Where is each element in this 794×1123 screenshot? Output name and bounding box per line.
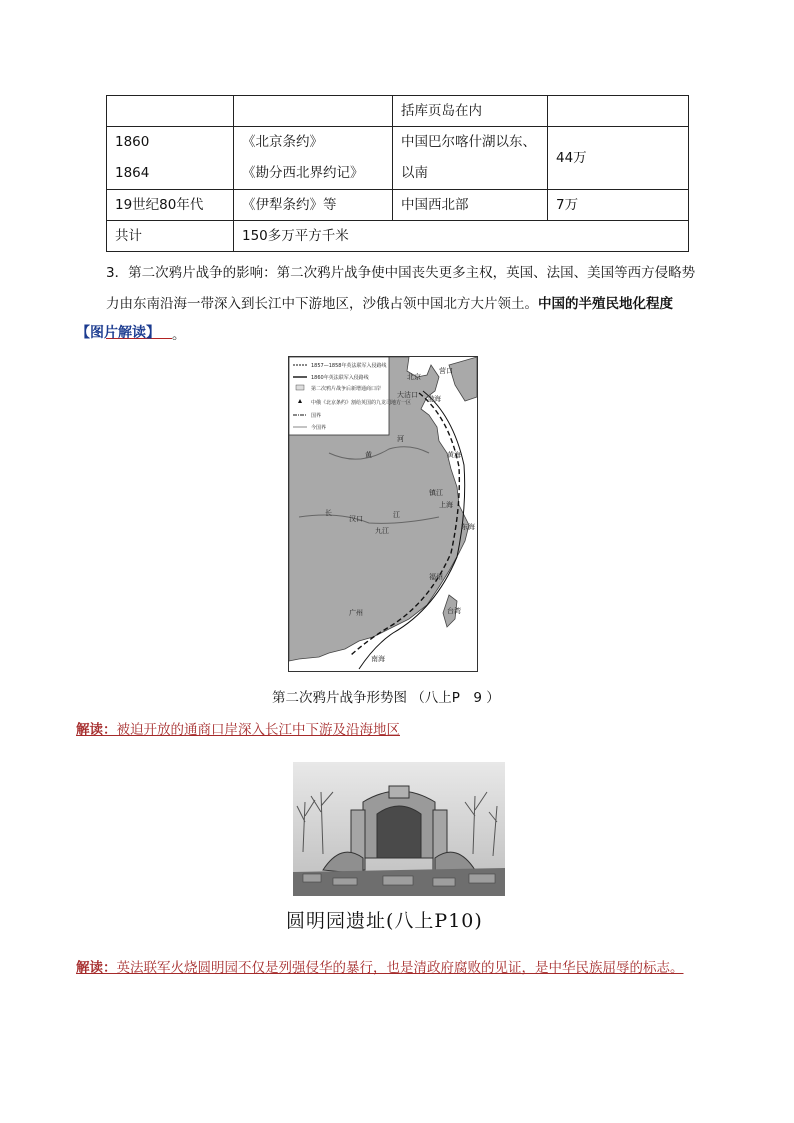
section-title: 【图片解读】	[76, 325, 160, 341]
map-caption: 第二次鸦片战争形势图 （八上P 9 ）	[272, 690, 500, 706]
peninsula-area	[449, 357, 477, 401]
table-cell: 《伊犁条约》等	[234, 190, 393, 221]
paragraph-text: 3．第二次鸦片战争的影响：第二次鸦片战争使中国丧失更多主权，英国、法国、美国等西方侵略势力由东南沿海一带深入到长江中下游地区，沙俄占领中国北方大片领土。	[106, 265, 696, 312]
map-label: 东海	[461, 523, 475, 531]
legend-item: 1860年英法联军入侵路线	[311, 375, 369, 381]
map-svg	[289, 357, 477, 671]
treaty-name: 《勘分西北界约记》	[242, 165, 364, 181]
legend-item: 第二次鸦片战争后新增通商口岸	[311, 386, 382, 392]
treaty-table	[106, 95, 689, 252]
table-row	[107, 221, 689, 252]
map-label: 营口	[439, 367, 453, 375]
photo-svg	[293, 762, 505, 896]
map-label: 广州	[349, 609, 363, 617]
interpretation-2	[76, 956, 684, 976]
legend-item: 国界	[311, 413, 322, 419]
table-cell	[548, 96, 689, 127]
map-label: 福州	[429, 573, 443, 581]
table-cell: 44万	[548, 127, 689, 190]
map-label: 南海	[371, 655, 385, 663]
table-cell: 中国巴尔喀什湖以东、以南	[393, 127, 548, 190]
interpretation-1	[76, 718, 400, 738]
table-cell: 中国西北部	[393, 190, 548, 221]
legend-item: 中俄《北京条约》割给英国的九龙司地方一区	[311, 400, 412, 406]
table-cell: 括库页岛在内	[393, 96, 548, 127]
map-label: 北京	[407, 373, 421, 381]
map-label: 渤海	[427, 395, 441, 403]
table-cell	[234, 127, 393, 190]
legend-item: 今国界	[311, 425, 327, 431]
interpretation-text: 英法联军火烧圆明园不仅是列强侵华的暴行，也是清政府腐败的见证，是中华民族屈辱的标志。	[116, 960, 684, 976]
interpretation-text: 被迫开放的通商口岸深入长江中下游及沿海地区	[116, 722, 400, 738]
map-label: 大沽口	[397, 391, 418, 399]
table-cell: 共计	[107, 221, 234, 252]
map-label: 河	[397, 435, 404, 443]
map-label: 江	[393, 511, 400, 519]
table-cell: 7万	[548, 190, 689, 221]
paragraph-bold: 中国的半殖民地化程度	[538, 296, 673, 312]
table-cell	[107, 127, 234, 190]
treaty-name: 《北京条约》	[242, 134, 323, 150]
map-label: 上海	[439, 501, 453, 509]
war-map	[288, 356, 478, 672]
photo-caption: 圆明园遗址(八上P10)	[286, 910, 483, 932]
paragraph-end: 。	[172, 327, 186, 343]
interpretation-label: 解读：	[76, 722, 117, 738]
map-label: 台湾	[447, 607, 461, 615]
year-text: 1864	[115, 165, 150, 181]
table-row	[107, 127, 689, 190]
interpretation-label: 解读：	[76, 960, 117, 976]
map-label: 黄海	[447, 451, 461, 459]
map-label: 九江	[375, 527, 389, 535]
impact-paragraph	[106, 258, 706, 351]
map-label: 长	[325, 509, 332, 517]
table-cell: 150多万平方千米	[234, 221, 689, 252]
map-label: 黄	[365, 451, 372, 459]
yuanmingyuan-photo	[293, 762, 505, 896]
table-row	[107, 190, 689, 221]
table-cell: 19世纪80年代	[107, 190, 234, 221]
legend-item: 1857—1858年英法联军入侵路线	[311, 363, 387, 369]
table-row	[107, 96, 689, 127]
map-label: 镇江	[429, 489, 443, 497]
map-label: 汉口	[349, 515, 363, 523]
table-cell	[107, 96, 234, 127]
year-text: 1860	[115, 134, 150, 150]
table-cell	[234, 96, 393, 127]
